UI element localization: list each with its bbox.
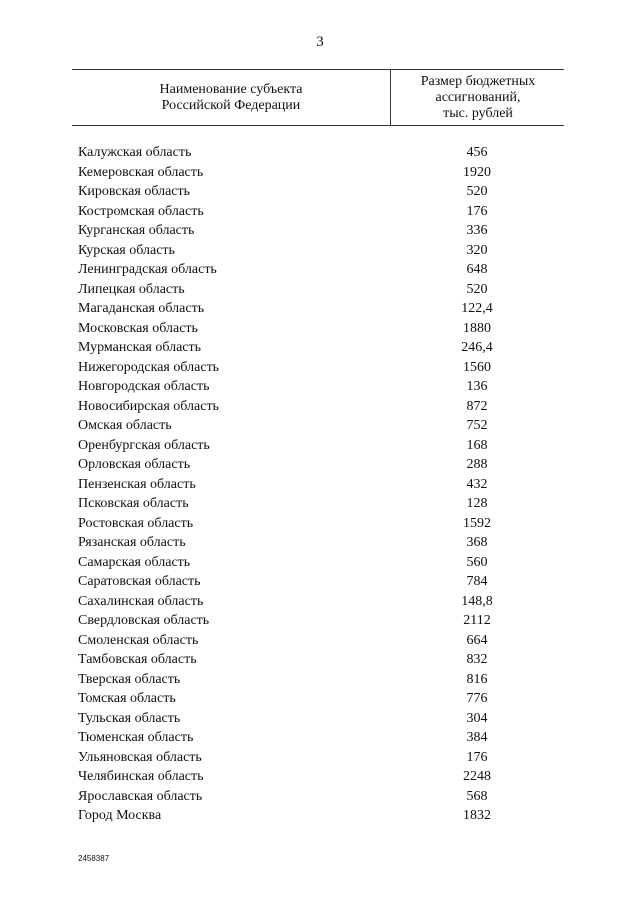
- subject-name: Ярославская область: [78, 788, 203, 804]
- budget-amount: 648: [466, 262, 488, 277]
- budget-amount: 128: [466, 496, 488, 511]
- subject-name: Новосибирская область: [78, 398, 219, 414]
- header-subject-name-line: Российской Федерации: [161, 97, 301, 113]
- budget-amount: 560: [466, 554, 488, 570]
- table-row: [0, 377, 640, 397]
- subject-name: Псковская область: [78, 496, 189, 511]
- subject-name: Саратовская область: [78, 574, 201, 589]
- subject-name: Тамбовская область: [78, 652, 197, 667]
- page-number: 3: [316, 34, 324, 50]
- header-budget-amount-line: ассигнований,: [435, 89, 521, 105]
- table-row: [0, 416, 640, 436]
- subject-name: Томская область: [78, 691, 176, 706]
- budget-amount: 384: [466, 730, 488, 745]
- table-row: [0, 806, 640, 826]
- budget-amount: 336: [466, 223, 488, 238]
- table-row: [0, 631, 640, 651]
- budget-amount: 832: [466, 652, 488, 667]
- subject-name: Костромская область: [78, 203, 204, 219]
- table-header: [72, 69, 564, 126]
- table-row: [0, 787, 640, 807]
- header-subject-name: [72, 70, 390, 125]
- budget-amount: 1920: [463, 164, 491, 180]
- budget-amount: 148,8: [461, 593, 493, 609]
- budget-amount: 784: [466, 574, 488, 589]
- table-row: [0, 260, 640, 280]
- table-body: [0, 143, 640, 826]
- subject-name: Город Москва: [78, 808, 162, 823]
- budget-amount: 1560: [463, 359, 491, 375]
- budget-amount: 2112: [463, 613, 491, 628]
- subject-name: Оренбургская область: [78, 437, 210, 453]
- table-row: [0, 182, 640, 202]
- budget-amount: 520: [466, 281, 488, 297]
- table-row: [0, 553, 640, 573]
- budget-amount: 168: [466, 437, 488, 453]
- budget-amount: 288: [466, 457, 488, 472]
- subject-name: Самарская область: [78, 554, 191, 570]
- budget-amount: 1592: [463, 515, 491, 531]
- budget-amount: 1880: [463, 320, 491, 336]
- subject-name: Ростовская область: [78, 515, 194, 531]
- table-row: [0, 299, 640, 319]
- subject-name: Тверская область: [78, 671, 181, 687]
- subject-name: Сахалинская область: [78, 593, 204, 609]
- table-row: [0, 494, 640, 514]
- subject-name: Магаданская область: [78, 301, 205, 316]
- table-row: [0, 397, 640, 417]
- table-row: [0, 280, 640, 300]
- budget-amount: 568: [466, 788, 488, 804]
- subject-name: Орловская область: [78, 457, 191, 472]
- subject-name: Курская область: [78, 242, 175, 258]
- subject-name: Омская область: [78, 418, 172, 433]
- budget-amount: 872: [466, 398, 488, 414]
- subject-name: Челябинская область: [78, 769, 204, 784]
- table-row: [0, 689, 640, 709]
- table-row: [0, 572, 640, 592]
- document-code: 2458387: [78, 854, 110, 863]
- budget-amount: 136: [466, 379, 488, 394]
- budget-amount: 176: [466, 749, 488, 765]
- budget-amount: 816: [466, 671, 488, 687]
- table-row: [0, 221, 640, 241]
- header-budget-amount: [390, 70, 565, 125]
- subject-name: Тюменская область: [78, 730, 194, 745]
- budget-amount: 776: [466, 691, 488, 706]
- budget-amount: 304: [466, 710, 488, 726]
- table-row: [0, 163, 640, 183]
- table-row: [0, 455, 640, 475]
- subject-name: Пензенская область: [78, 476, 196, 492]
- budget-amount: 246,4: [461, 340, 493, 355]
- budget-amount: 752: [466, 418, 488, 433]
- subject-name: Ульяновская область: [78, 749, 202, 765]
- subject-name: Тульская область: [78, 710, 181, 726]
- table-row: [0, 748, 640, 768]
- header-budget-amount-line: тыс. рублей: [443, 105, 513, 121]
- table-row: [0, 202, 640, 222]
- subject-name: Курганская область: [78, 223, 195, 238]
- table-row: [0, 241, 640, 261]
- budget-amount: 664: [466, 632, 488, 648]
- table-row: [0, 592, 640, 612]
- budget-amount: 432: [466, 476, 488, 492]
- table-row: [0, 143, 640, 163]
- table-row: [0, 670, 640, 690]
- subject-name: Московская область: [78, 320, 198, 336]
- budget-amount: 456: [466, 145, 488, 160]
- table-row: [0, 338, 640, 358]
- table-row: [0, 475, 640, 495]
- budget-amount: 2248: [463, 769, 491, 784]
- header-subject-name-line: Наименование субъекта: [159, 81, 303, 97]
- table-row: [0, 650, 640, 670]
- table-row: [0, 514, 640, 534]
- subject-name: Кемеровская область: [78, 164, 204, 180]
- subject-name: Рязанская область: [78, 535, 186, 550]
- table-row: [0, 358, 640, 378]
- budget-amount: 320: [466, 242, 488, 258]
- subject-name: Смоленская область: [78, 632, 199, 648]
- subject-name: Липецкая область: [78, 281, 185, 297]
- subject-name: Кировская область: [78, 184, 191, 199]
- table-row: [0, 767, 640, 787]
- subject-name: Ленинградская область: [78, 262, 217, 277]
- subject-name: Новгородская область: [78, 379, 210, 394]
- budget-amount: 176: [466, 203, 488, 219]
- table-row: [0, 728, 640, 748]
- subject-name: Мурманская область: [78, 340, 202, 355]
- table-row: [0, 436, 640, 456]
- table-row: [0, 319, 640, 339]
- table-row: [0, 533, 640, 553]
- table-row: [0, 709, 640, 729]
- budget-amount: 122,4: [461, 301, 493, 316]
- subject-name: Нижегородская область: [78, 359, 220, 375]
- subject-name: Калужская область: [78, 145, 192, 160]
- table-row: [0, 611, 640, 631]
- header-budget-amount-line: Размер бюджетных: [420, 73, 536, 89]
- budget-amount: 520: [466, 184, 488, 199]
- subject-name: Свердловская область: [78, 613, 210, 628]
- budget-amount: 1832: [463, 808, 491, 823]
- budget-amount: 368: [466, 535, 488, 550]
